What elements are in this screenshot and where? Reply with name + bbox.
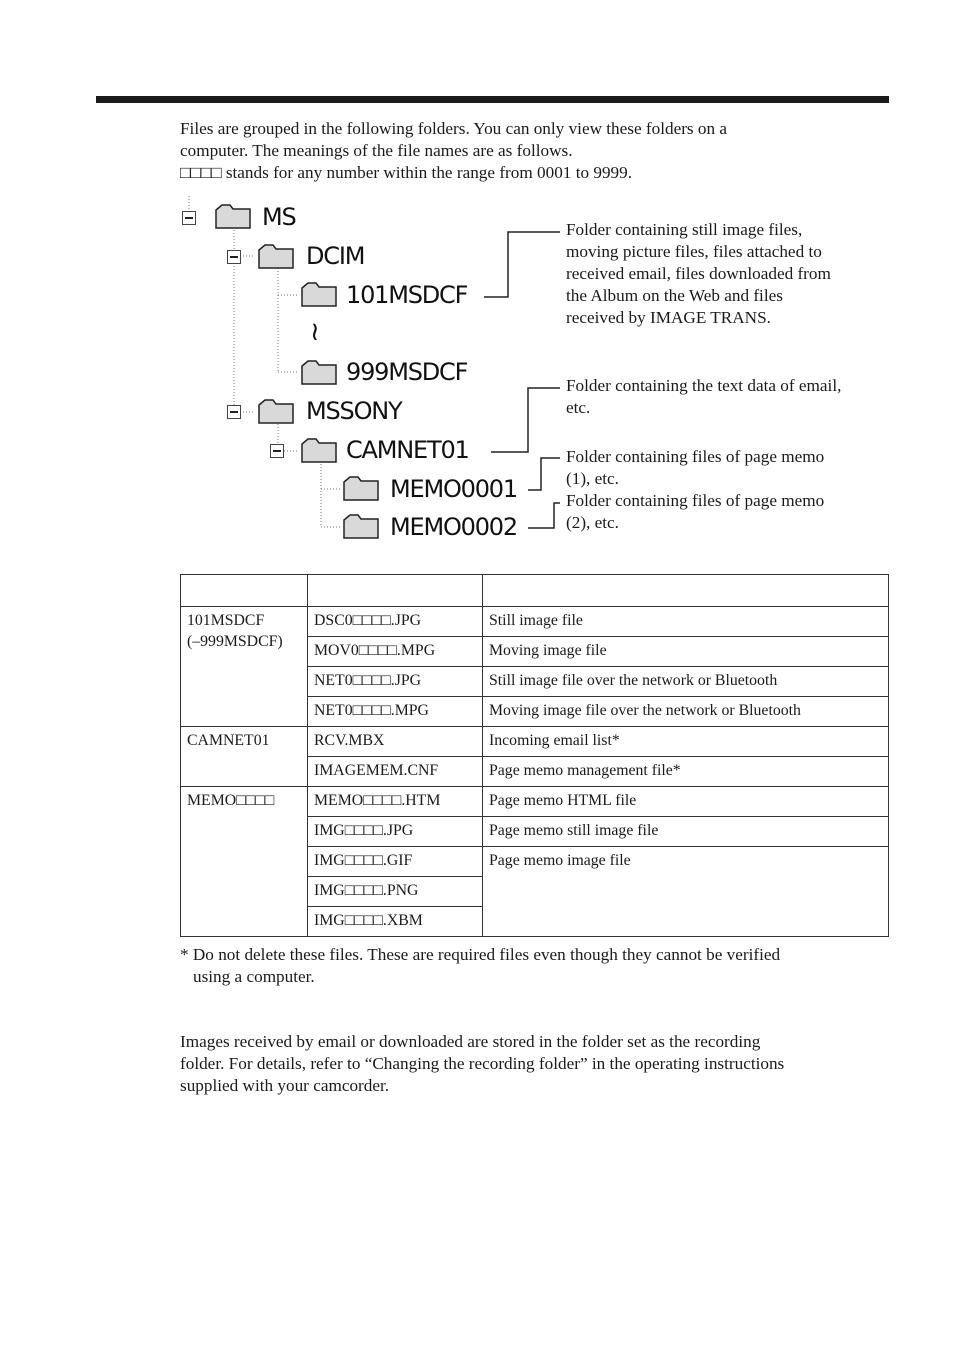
folder-name: CAMNET01: [187, 732, 270, 749]
intro-line: □□□□ stands for any number within the range from 0001 to 9999.: [180, 163, 633, 182]
table-row: [181, 727, 889, 757]
tree-folder-memo0002[interactable]: MEMO0002: [390, 513, 517, 541]
tree-folder-101msdcf[interactable]: 101MSDCF: [346, 281, 468, 309]
meaning-cell: Moving image file: [483, 637, 889, 667]
filename-cell: IMAGEMEM.CNF: [308, 757, 483, 787]
paragraph-line: supplied with your camcorder.: [180, 1076, 390, 1095]
filename-cell: DSC0□□□□.JPG: [308, 607, 483, 637]
annotation-line: etc.: [566, 398, 591, 417]
file-table: [180, 574, 889, 937]
table-row: [181, 787, 889, 817]
annotation-line: (1), etc.: [566, 469, 619, 488]
filename-cell: IMG□□□□.PNG: [308, 877, 483, 907]
meaning-cell: Still image file: [483, 607, 889, 637]
filename-cell: RCV.MBX: [308, 727, 483, 757]
annotation-line: the Album on the Web and files: [566, 286, 783, 305]
folder-cell: [181, 727, 308, 787]
filename-cell: IMG□□□□.GIF: [308, 847, 483, 877]
tree-ellipsis: ≀: [310, 317, 319, 347]
meaning-cell: Page memo HTML file: [483, 787, 889, 817]
paragraph-line: folder. For details, refer to “Changing the recording folder” in the operating instructions: [180, 1054, 785, 1073]
annotation-line: moving picture files, files attached to: [566, 242, 822, 261]
meaning-cell: Page memo image file: [483, 847, 889, 937]
recording-folder-paragraph: [180, 1031, 892, 1097]
intro-line: computer. The meanings of the file names are as follows.: [180, 141, 573, 160]
tree-folder-camnet01[interactable]: CAMNET01: [346, 436, 469, 464]
table-row: [181, 607, 889, 637]
annotation-line: (2), etc.: [566, 513, 619, 532]
filename-cell: NET0□□□□.JPG: [308, 667, 483, 697]
annotation-line: Folder containing files of page memo: [566, 447, 825, 466]
header-meaning: [483, 575, 889, 607]
tree-folder-999msdcf[interactable]: 999MSDCF: [346, 358, 468, 386]
meaning-cell: Page memo management file*: [483, 757, 889, 787]
tree-folder-mssony[interactable]: MSSONY: [306, 397, 402, 425]
filename-cell: IMG□□□□.XBM: [308, 907, 483, 937]
header-folder: [181, 575, 308, 607]
tree-folder-memo0001[interactable]: MEMO0001: [390, 475, 517, 503]
filename-cell: IMG□□□□.JPG: [308, 817, 483, 847]
filename-cell: MOV0□□□□.MPG: [308, 637, 483, 667]
meaning-cell: Moving image file over the network or Bluetooth: [483, 697, 889, 727]
footnote-line: using a computer.: [193, 967, 315, 986]
paragraph-line: Images received by email or downloaded are stored in the folder set as the recording: [180, 1032, 761, 1051]
folder-name: 101MSDCF: [187, 612, 265, 629]
footnote-line: * Do not delete these files. These are required files even though they cannot be verified: [180, 945, 781, 964]
table-header-row: [181, 575, 889, 607]
meaning-cell: Page memo still image file: [483, 817, 889, 847]
annotation-line: Folder containing still image files,: [566, 220, 803, 239]
annotation-line: Folder containing the text data of email,: [566, 376, 842, 395]
folder-range: (–999MSDCF): [187, 633, 283, 650]
meaning-cell: Incoming email list*: [483, 727, 889, 757]
annotation-memo1-folder: [566, 446, 892, 490]
annotation-email-folder: [566, 375, 892, 419]
header-filename: [308, 575, 483, 607]
annotation-line: Folder containing files of page memo: [566, 491, 825, 510]
annotation-still-folder: [566, 219, 892, 329]
annotation-memo2-folder: [566, 490, 892, 534]
intro-line: Files are grouped in the following folders. You can only view these folders on a: [180, 119, 728, 138]
folder-cell: [181, 607, 308, 727]
filename-cell: NET0□□□□.MPG: [308, 697, 483, 727]
annotation-line: received email, files downloaded from: [566, 264, 831, 283]
meaning-cell: Still image file over the network or Bluetooth: [483, 667, 889, 697]
footnote: [180, 944, 890, 988]
annotation-line: received by IMAGE TRANS.: [566, 308, 771, 327]
tree-folder-ms[interactable]: MS: [262, 203, 296, 231]
folder-cell: [181, 787, 308, 937]
tree-folder-dcim[interactable]: DCIM: [306, 242, 365, 270]
folder-name: MEMO□□□□: [187, 792, 275, 809]
filename-cell: MEMO□□□□.HTM: [308, 787, 483, 817]
